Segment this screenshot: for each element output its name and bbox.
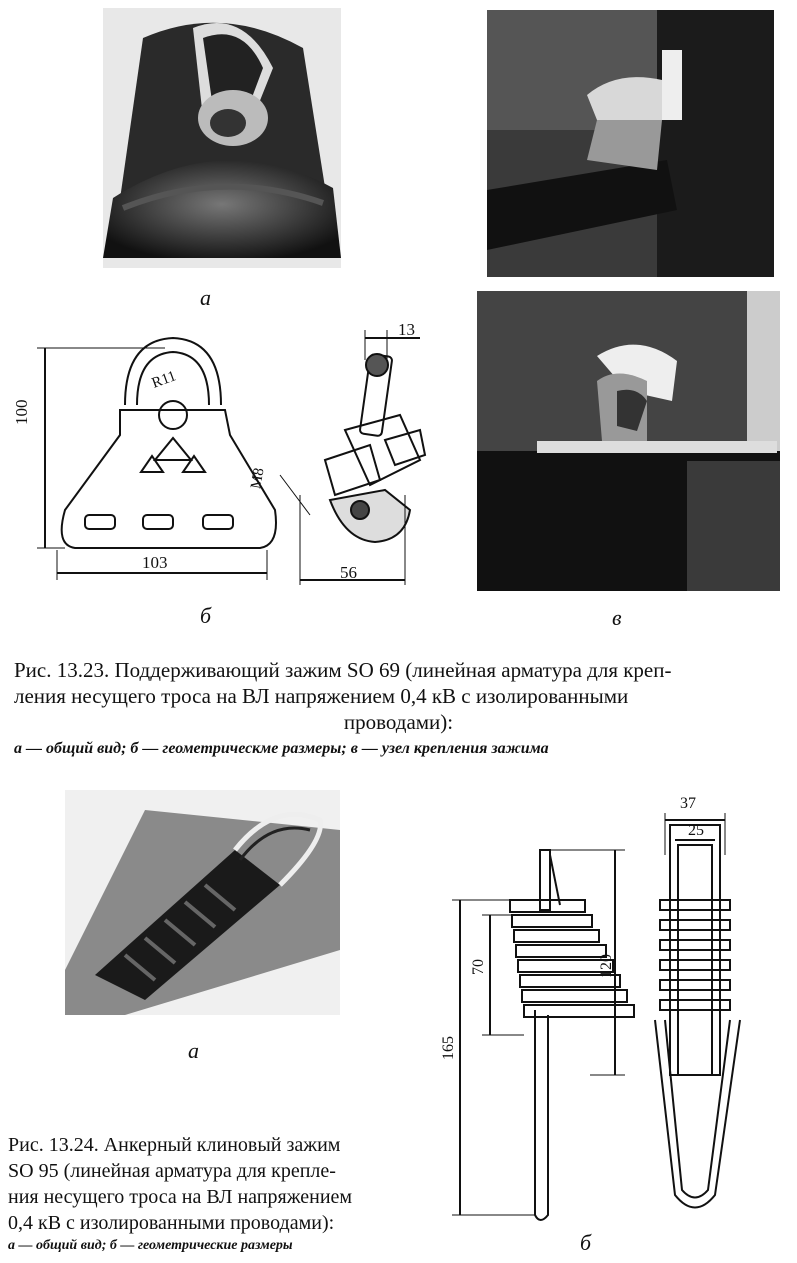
drawing-anchor-dimensions (430, 795, 790, 1225)
photo-mounting-node (477, 291, 780, 591)
label-v: в (612, 605, 622, 630)
dim-bolt: M8 (248, 466, 268, 491)
dim-width-103: 103 (142, 553, 168, 572)
caption-13-23-line1: Рис. 13.23. Поддерживающий зажим SO 69 (линейная арматура для креп- (14, 658, 672, 682)
caption-13-24-line1: Рис. 13.24. Анкерный клиновый зажим (8, 1134, 341, 1156)
dim-side-56: 56 (340, 563, 357, 582)
photo-clamp-general-view (103, 8, 341, 268)
dim-inner-25: 25 (688, 822, 704, 839)
caption-13-24-line3: ния несущего троса на ВЛ напряжением (8, 1186, 353, 1208)
caption-13-24-line2: SO 95 (линейная арматура для крепле- (8, 1160, 336, 1182)
label-b-top: б (200, 603, 212, 628)
dim-radius: R11 (149, 368, 179, 392)
label-a-top: а (200, 285, 211, 310)
caption-13-23-line3: проводами): (343, 710, 454, 734)
dim-rod: 13 (398, 320, 415, 339)
label-a-bottom: а (188, 1038, 199, 1063)
subcaption-13-23: а — общий вид; б — геометрическме размеры; в — узел крепления зажима (14, 740, 549, 757)
dim-120: 120 (598, 954, 615, 978)
subcaption-13-24: а — общий вид; б — геометрические размеры (8, 1238, 293, 1253)
dim-70: 70 (470, 959, 487, 975)
dim-height-100: 100 (12, 399, 31, 425)
label-b-bottom: б (580, 1230, 592, 1255)
dim-165: 165 (440, 1036, 457, 1060)
caption-13-23-line2: ления несущего троса на ВЛ напряжением 0,4 кВ с изолированными (14, 684, 629, 708)
caption-13-24-line4: 0,4 кВ с изолированными проводами): (8, 1212, 335, 1234)
dim-outer-37: 37 (680, 795, 696, 812)
drawing-clamp-dimensions (25, 320, 450, 585)
photo-anchor-clamp (65, 790, 340, 1015)
photo-mounting-top (487, 10, 774, 277)
